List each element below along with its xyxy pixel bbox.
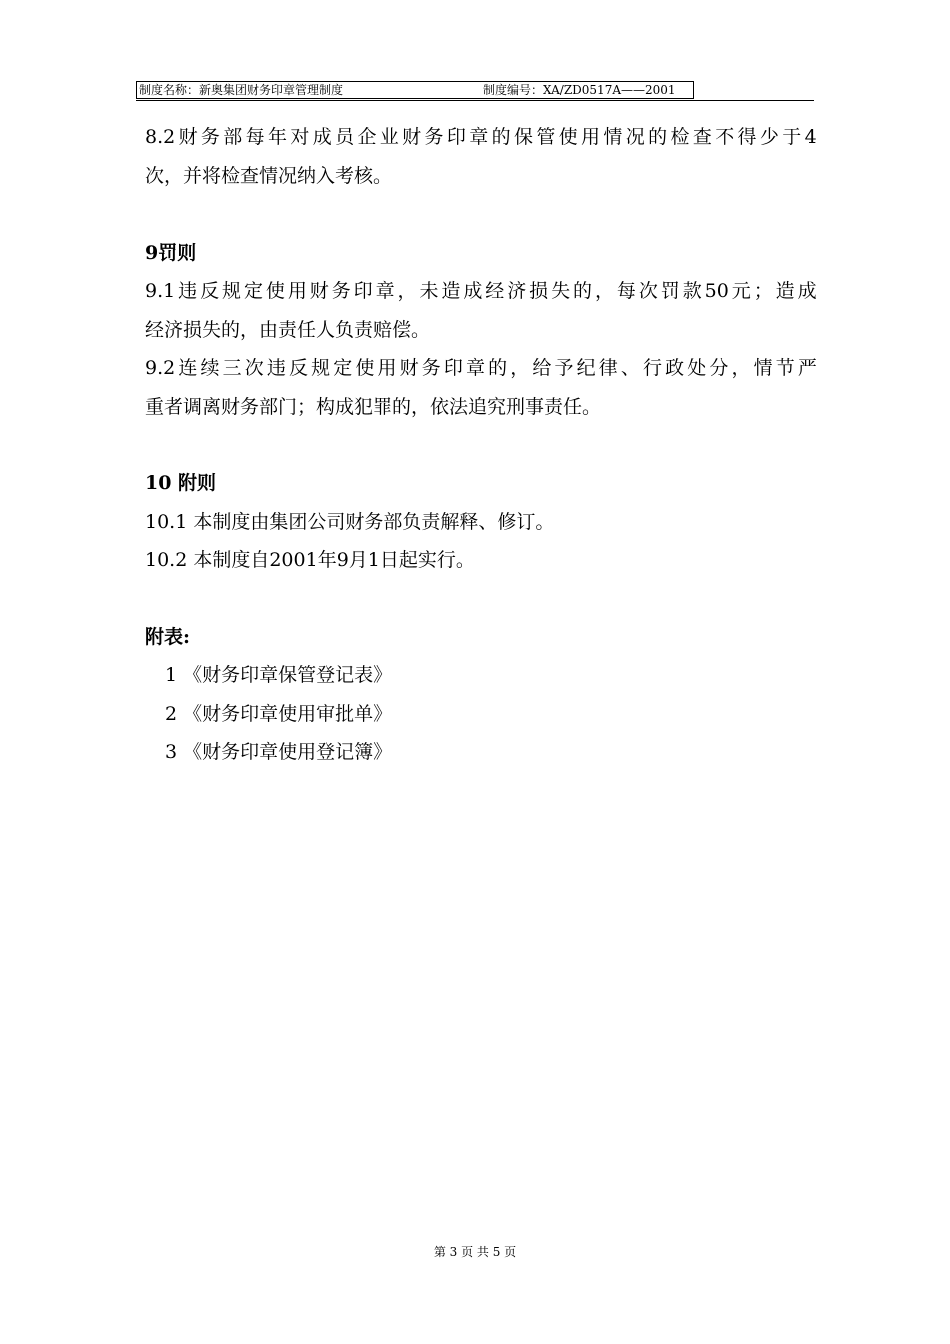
- appendix-item-1: 1 《财务印章保管登记表》: [165, 664, 393, 686]
- paragraph-8-2-line-2: 次，并将检查情况纳入考核。: [145, 165, 393, 187]
- regulation-name: 制度名称：新奥集团财务印章管理制度: [139, 83, 344, 97]
- paragraph-9-2-line-1: 9.2 连 续 三 次 违 反 规 定 使 用 财 务 印 章 的 ， 给 予 纪 律 、 行 政 处 分 ， 情 节 严: [145, 357, 817, 379]
- appendix-item-3: 3 《财务印章使用登记簿》: [165, 741, 393, 763]
- regulation-number: 制度编号：XA/ZD0517A——2001: [483, 83, 676, 97]
- paragraph-8-2-line-1: 8.2 财 务 部 每 年 对 成 员 企 业 财 务 印 章 的 保 管 使 用 情 况 的 检 查 不 得 少 于 4: [145, 126, 817, 148]
- paragraph-10-1: 10.1 本制度由集团公司财务部负责解释、修订。: [145, 511, 555, 533]
- header-divider: [136, 100, 814, 101]
- page-number: 第 3 页 共 5 页: [433, 1245, 517, 1259]
- section-10-title: 10 附则: [145, 472, 217, 494]
- paragraph-9-2-line-2: 重者调离财务部门；构成犯罪的，依法追究刑事责任。: [145, 396, 602, 418]
- paragraph-9-1-line-1: 9.1 违 反 规 定 使 用 财 务 印 章 ， 未 造 成 经 济 损 失 的 ， 每 次 罚 款 50 元 ； 造 成: [145, 280, 817, 302]
- document-header: [136, 81, 694, 99]
- paragraph-10-2: 10.2 本制度自2001年9月1日起实行。: [145, 549, 475, 571]
- paragraph-9-1-line-2: 经济损失的，由责任人负责赔偿。: [145, 319, 431, 341]
- appendix-title: 附表:: [145, 626, 191, 648]
- section-9-title: 9罚则: [145, 242, 197, 264]
- appendix-item-2: 2 《财务印章使用审批单》: [165, 703, 393, 725]
